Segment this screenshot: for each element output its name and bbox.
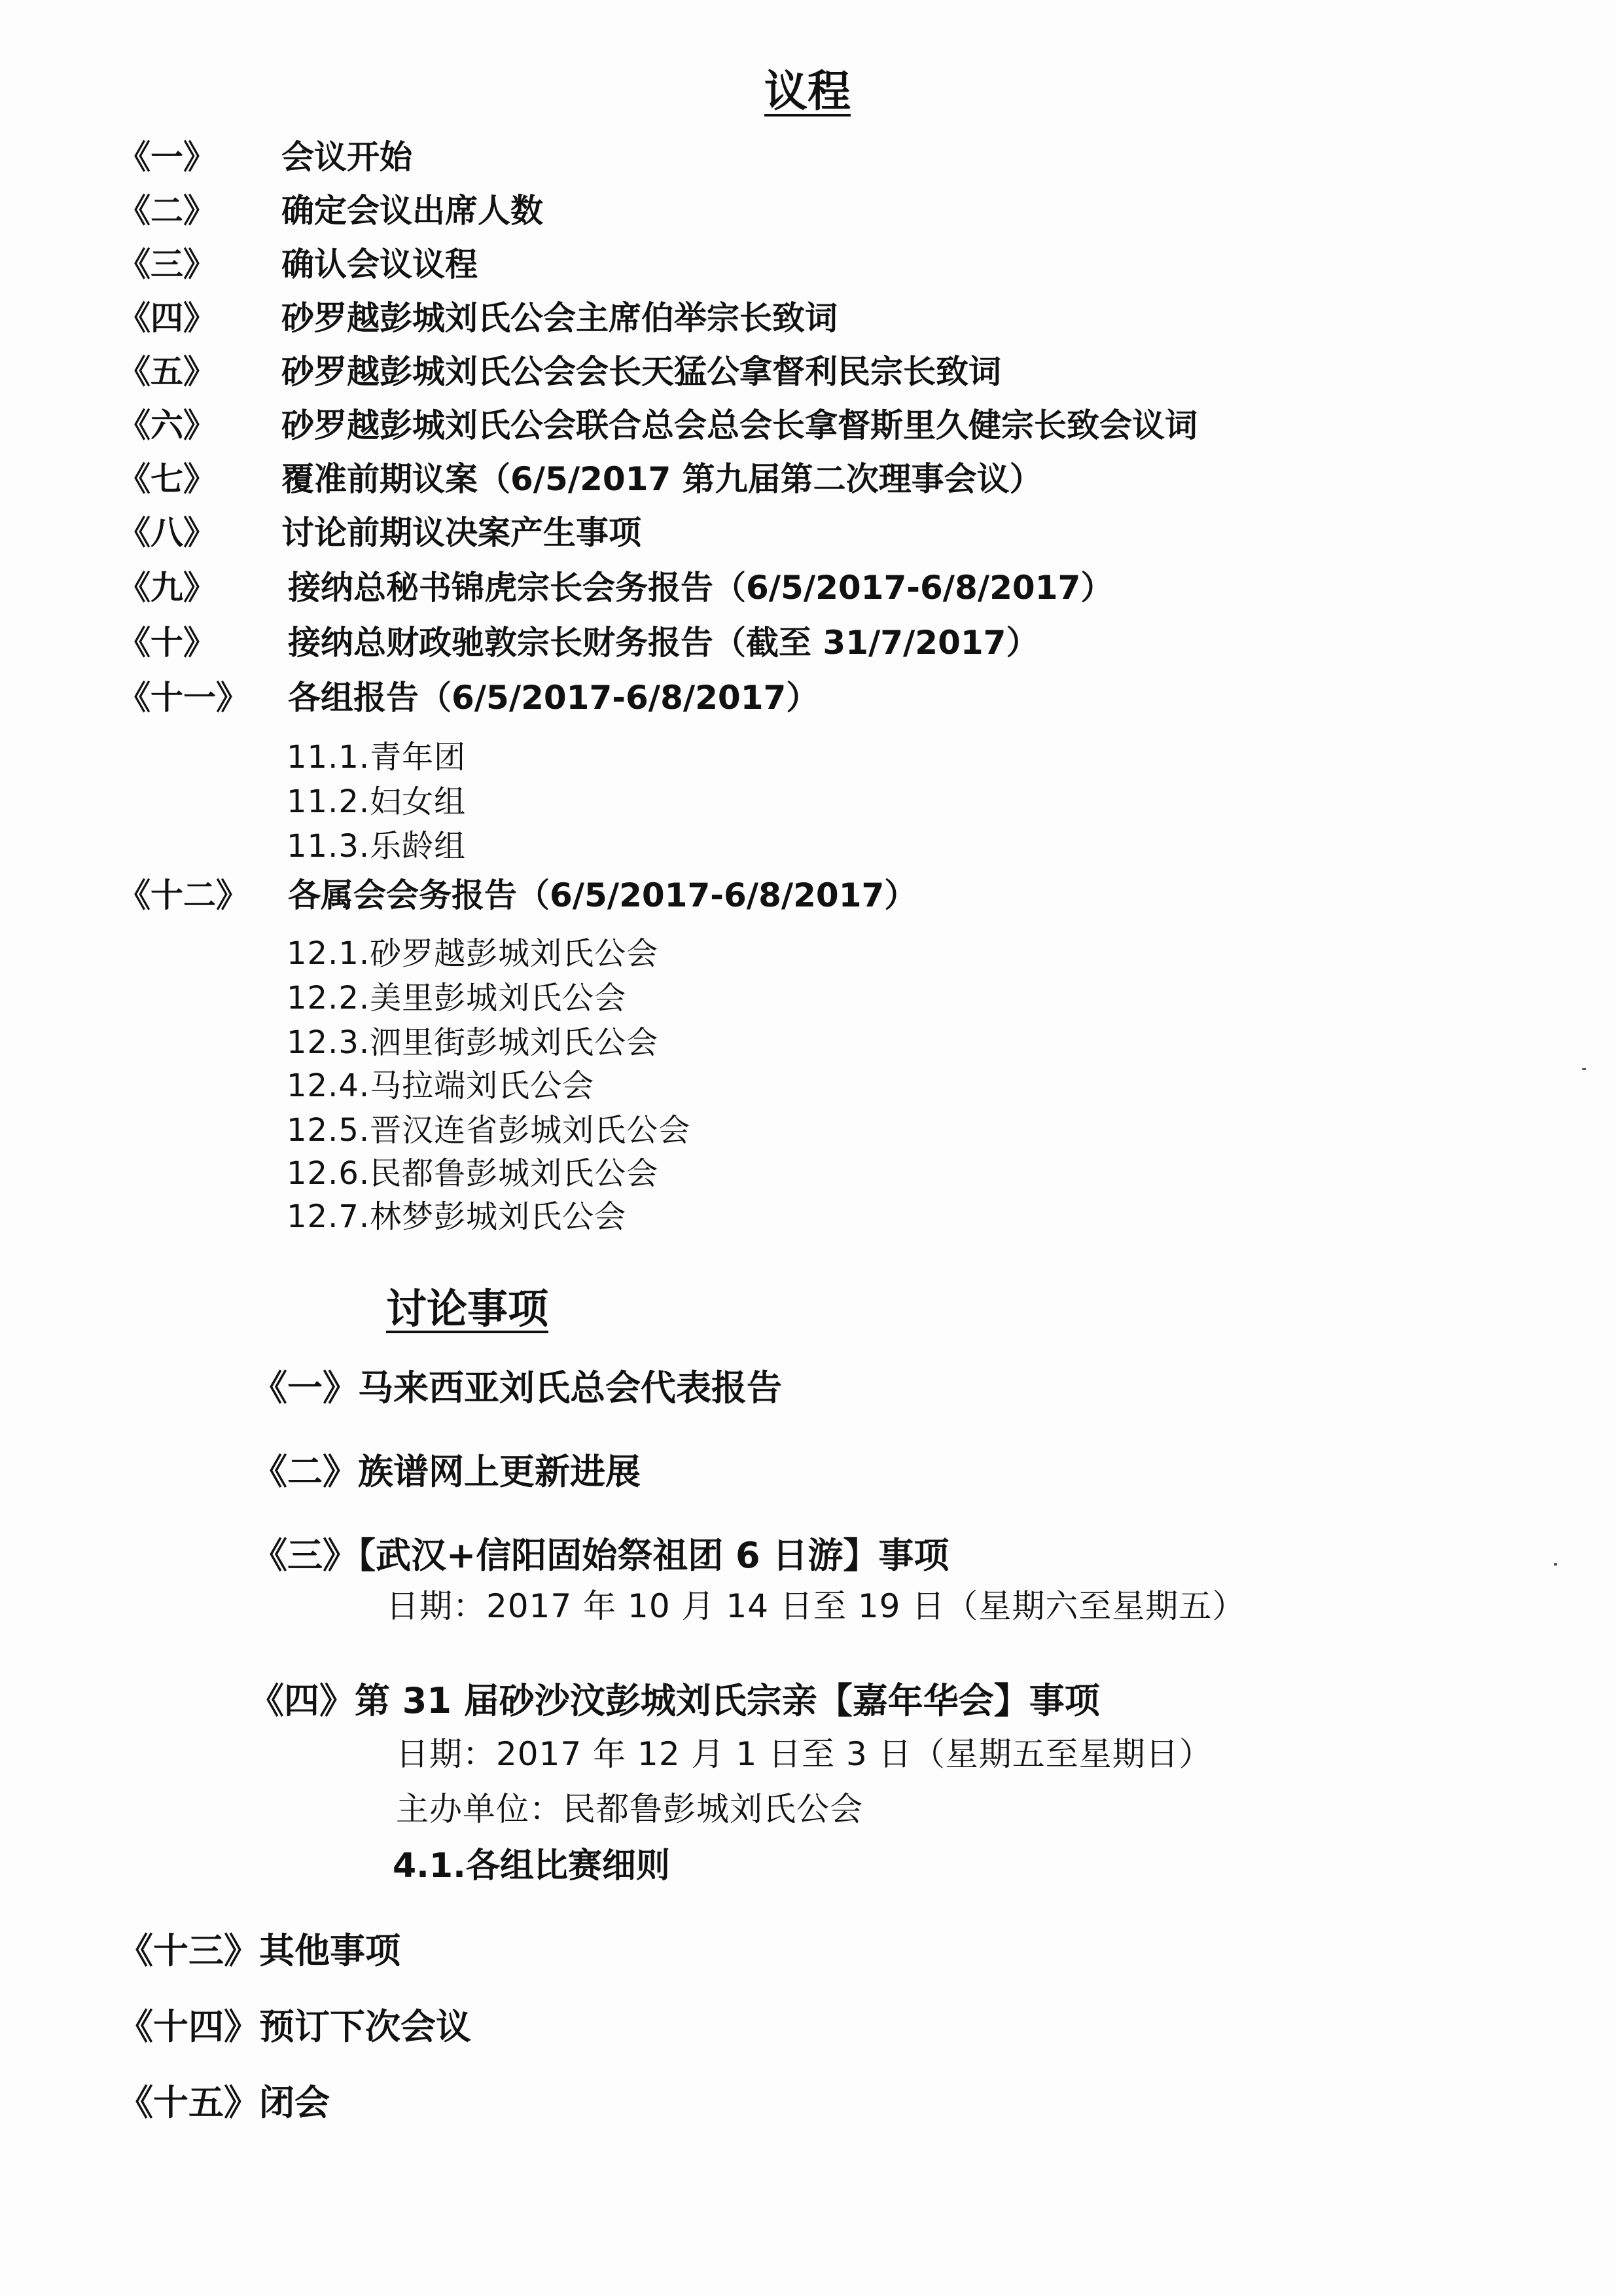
branch-report-item: 12.4.马拉端刘氏公会 <box>287 1067 595 1104</box>
group-report-item: 11.2.妇女组 <box>287 783 467 820</box>
discussion-item-4-sub: 4.1.各组比赛细则 <box>393 1846 670 1886</box>
scan-speck <box>1582 1068 1586 1070</box>
agenda-text: 覆准前期议案（6/5/2017 第九届第二次理事会议） <box>281 460 1042 498</box>
discussion-title: 讨论事项 <box>386 1285 549 1333</box>
agenda-text: 砂罗越彭城刘氏公会主席伯举宗长致词 <box>281 299 838 337</box>
group-report-item: 11.3.乐龄组 <box>287 828 467 865</box>
branch-report-item: 12.2.美里彭城刘氏公会 <box>287 980 627 1016</box>
discussion-item-4: 《四》第 31 届砂沙汶彭城刘氏宗亲【嘉年华会】事项 <box>249 1680 1100 1721</box>
agenda-text: 各组报告（6/5/2017-6/8/2017） <box>288 679 819 717</box>
agenda-text: 确认会议议程 <box>281 245 478 283</box>
agenda-number: 《九》 <box>118 569 216 607</box>
agenda-item-14: 《十四》预订下次会议 <box>118 2006 471 2047</box>
discussion-item-4-organizer: 主办单位：民都鲁彭城刘氏公会 <box>396 1790 863 1828</box>
group-report-item: 11.1.青年团 <box>287 739 467 776</box>
agenda-number: 《七》 <box>118 460 216 498</box>
agenda-item-15: 《十五》闭会 <box>118 2082 330 2123</box>
agenda-text: 砂罗越彭城刘氏公会联合总会总会长拿督斯里久健宗长致会议词 <box>281 406 1198 444</box>
agenda-number: 《十二》 <box>118 876 249 914</box>
discussion-item-4-date: 日期：2017 年 12 月 1 日至 3 日（星期五至星期日） <box>396 1735 1213 1773</box>
agenda-number: 《六》 <box>118 406 216 444</box>
scan-speck <box>1554 1563 1557 1566</box>
agenda-number: 《十》 <box>118 624 216 662</box>
agenda-number: 《三》 <box>118 245 216 283</box>
branch-report-item: 12.3.泗里街彭城刘氏公会 <box>287 1024 659 1061</box>
branch-report-item: 12.1.砂罗越彭城刘氏公会 <box>287 935 659 972</box>
agenda-text: 接纳总秘书锦虎宗长会务报告（6/5/2017-6/8/2017） <box>288 569 1114 607</box>
branch-report-item: 12.5.晋汉连省彭城刘氏公会 <box>287 1112 691 1149</box>
branch-report-item: 12.6.民都鲁彭城刘氏公会 <box>287 1155 659 1192</box>
discussion-item-2: 《二》族谱网上更新进展 <box>252 1451 641 1492</box>
agenda-number: 《二》 <box>118 192 216 230</box>
page-title: 议程 <box>764 66 851 117</box>
agenda-number: 《四》 <box>118 299 216 337</box>
agenda-text: 接纳总财政驰敦宗长财务报告（截至 31/7/2017） <box>288 624 1039 662</box>
discussion-item-1: 《一》马来西亚刘氏总会代表报告 <box>252 1367 782 1408</box>
branch-report-item: 12.7.林梦彭城刘氏公会 <box>287 1198 627 1235</box>
agenda-number: 《十一》 <box>118 679 249 717</box>
discussion-item-3-date: 日期：2017 年 10 月 14 日至 19 日（星期六至星期五） <box>386 1587 1246 1625</box>
agenda-item-13: 《十三》其他事项 <box>118 1930 400 1971</box>
agenda-text: 各属会会务报告（6/5/2017-6/8/2017） <box>288 876 917 914</box>
discussion-item-3: 《三》【武汉+信阳固始祭祖团 6 日游】事项 <box>252 1535 949 1576</box>
agenda-text: 讨论前期议决案产生事项 <box>281 514 641 552</box>
agenda-text: 确定会议出席人数 <box>281 192 543 230</box>
agenda-text: 砂罗越彭城刘氏公会会长天猛公拿督利民宗长致词 <box>281 353 1001 391</box>
agenda-text: 会议开始 <box>281 138 412 176</box>
agenda-number: 《一》 <box>118 138 216 176</box>
agenda-number: 《八》 <box>118 514 216 552</box>
agenda-number: 《五》 <box>118 353 216 391</box>
